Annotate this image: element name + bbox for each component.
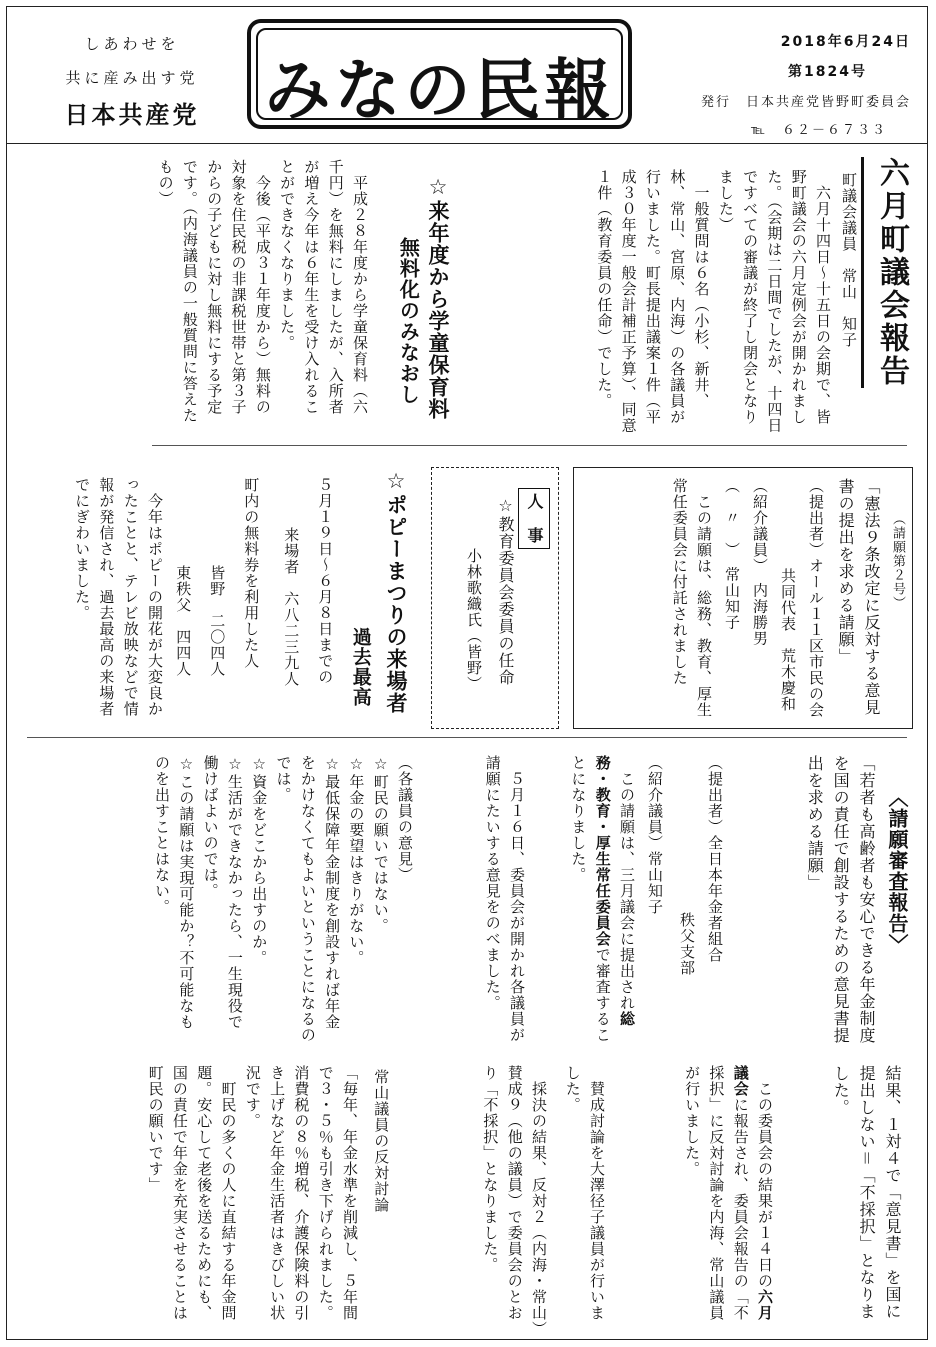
hoiku-subtitle: 無料化のみなおし [396, 237, 421, 405]
divider-row-2 [27, 737, 907, 738]
slogan-line-2: 共に産み出す党 [65, 69, 199, 87]
party-name: 日本共産党 [64, 101, 200, 129]
masthead-title: みなの民報 [264, 52, 615, 129]
review-petition: 「若者も高齢者も安心できる年金制度を国の責任で創設するための意見書提出を求める請願」 [805, 755, 876, 1044]
debate-title: 常山議員の反対討論 [372, 1069, 391, 1213]
poppy-minano: 皆野 二〇四人 [208, 565, 227, 677]
publisher: 発行 日本共産党皆野町委員会 [700, 95, 911, 110]
review-june-council-para: この委員会の結果が１４日の六月議会に報告され、委員会報告の「不採択」に反対討論を内海、常山議員が行いました。 [683, 1065, 774, 1321]
petition-2-submitter: （提出者）オール１１区市民の会 [807, 478, 825, 718]
personnel-box [431, 467, 559, 729]
review-opinions: （各議員の意見） ☆町民の願いではない。 ☆年金の要望はきりがない。 ☆最低保障年金制度を創設すれば年金をかけなくてもよいということになるのでは。 ☆資金をどこから出すのか。 ☆生活ができなかったら、一生現役で働けばよいのでは。 ☆この請願は実現可能か？不可能なものを出すことはない。 [153, 755, 414, 1043]
issue-date: 2018年6月24日 [780, 34, 911, 50]
review-submitter: （提出者）全日本年金者組合 [706, 755, 724, 963]
committee-name: 総務・教育・厚生常任委員会 [593, 755, 636, 1027]
poppy-body: 今年はポピーの開花が大変良かったことと、テレビ放映などで情報が発信され、過去最高の来場者でにぎわいました。 [73, 477, 164, 717]
poppy-visitors: 来場者 六八二三九人 [282, 527, 301, 687]
review-result: 結果、１対４で「意見書」を国に提出しない＝「不採択」となりました。 [831, 1065, 902, 1321]
telephone: ℡ ６２－６７３３ [751, 123, 887, 138]
review-intro-member: （紹介議員）常山知子 [646, 755, 664, 915]
header-divider [7, 143, 927, 144]
hoiku-title: ☆来年度から学童保育料 [426, 175, 451, 420]
slogan-line-1: しあわせを [84, 35, 180, 53]
review-support-debate: 賛成討論を大澤径子議員が行いました。 [563, 1065, 606, 1321]
council-report-title: 六月町議会報告 [861, 157, 915, 388]
petition-2-title: 「憲法９条改定に反対する意見書の提出を求める請願」 [836, 478, 881, 716]
personnel-title: ☆教育委員会委員の任命 [496, 496, 515, 686]
poppy-period: ５月１９日～６月８日までの [316, 477, 335, 685]
june-council: 六月議会 [731, 1065, 774, 1321]
poppy-title: ☆ポピーまつりの来場者 [384, 469, 409, 714]
hoiku-body: 平成２８年度から学童保育料（六千円）を無料にしましたが、入所者が増え今年は６年生を受け入れることができなくなりました。 今後（平成３１年度から）無料の対象を住民税の非課税世帯と第３子からの子どもに対し無料にする予定です。（内海議員の一般質問に答えたもの） [156, 159, 369, 424]
review-branch: 秩父支部 [678, 912, 696, 976]
review-vote-result: 採決の結果、反対２（内海・常山）賛成９（他の議員）で委員会のとおり「不採択」となりました。 [481, 1065, 548, 1330]
poppy-free-ticket: 町内の無料券を利用した人 [242, 477, 261, 669]
review-committee-para: この請願は、三月議会に提出され総務・教育・厚生常任委員会で審査することになりました。 [569, 755, 636, 1043]
personnel-label: 人 事 [518, 488, 550, 549]
petition-2-representative: 共同代表 荒木慶和 [779, 568, 797, 712]
review-meeting-para: ５月１６日、委員会が開かれ各議員が請願にたいする意見をのべました。 [483, 755, 526, 1043]
petition-2-intro-1: （紹介議員） 内海勝男 [751, 478, 769, 647]
petition-2-body: この請願は、総務、教育、厚生常任委員会に付託されました [670, 478, 713, 718]
divider-row-1 [152, 445, 907, 446]
poppy-higashichichibu: 東秩父 四四人 [174, 565, 193, 677]
newsletter-page [6, 6, 928, 1340]
masthead-logo [247, 19, 632, 129]
petition-2-intro-2: （ 〃 ） 常山知子 [723, 478, 741, 631]
poppy-subtitle: 過去最高 [349, 627, 372, 707]
petition-2-number: （請願第２号） [890, 512, 905, 610]
debate-body: 「毎年、年金水準を削減し、５年間で３・５％も引き下げられました。消費税の８％増税、介護保険料の引き上げなど年金生活者はきびしい状況です。 町民の多くの人に直結する年金問題。安心して老後を送るためにも、国の責任で年金を充実させることは町民の願いです」 [146, 1065, 359, 1321]
petition-2-box [573, 467, 913, 729]
council-author: 町議会議員 常山 知子 [840, 172, 858, 348]
personnel-name: 小林歌織氏（皆野） [465, 548, 483, 692]
council-report-body: 六月十四日～十五日の会期で、皆野町議会の六月定例会が開かれました。（会期は二日間でしたが、十四日ですべての審議が終了し閉会となりました） 一般質問は６名（小杉、新井、林、常山、宮原、内海）の各議員が行いました。町長提出議案１件（平成３０年度一般会計補正予算）、同意１件（教育委員の任命）でした。 [595, 169, 832, 434]
review-title: 〈請願審査報告〉 [885, 787, 909, 955]
issue-number: 第1824号 [788, 64, 867, 80]
